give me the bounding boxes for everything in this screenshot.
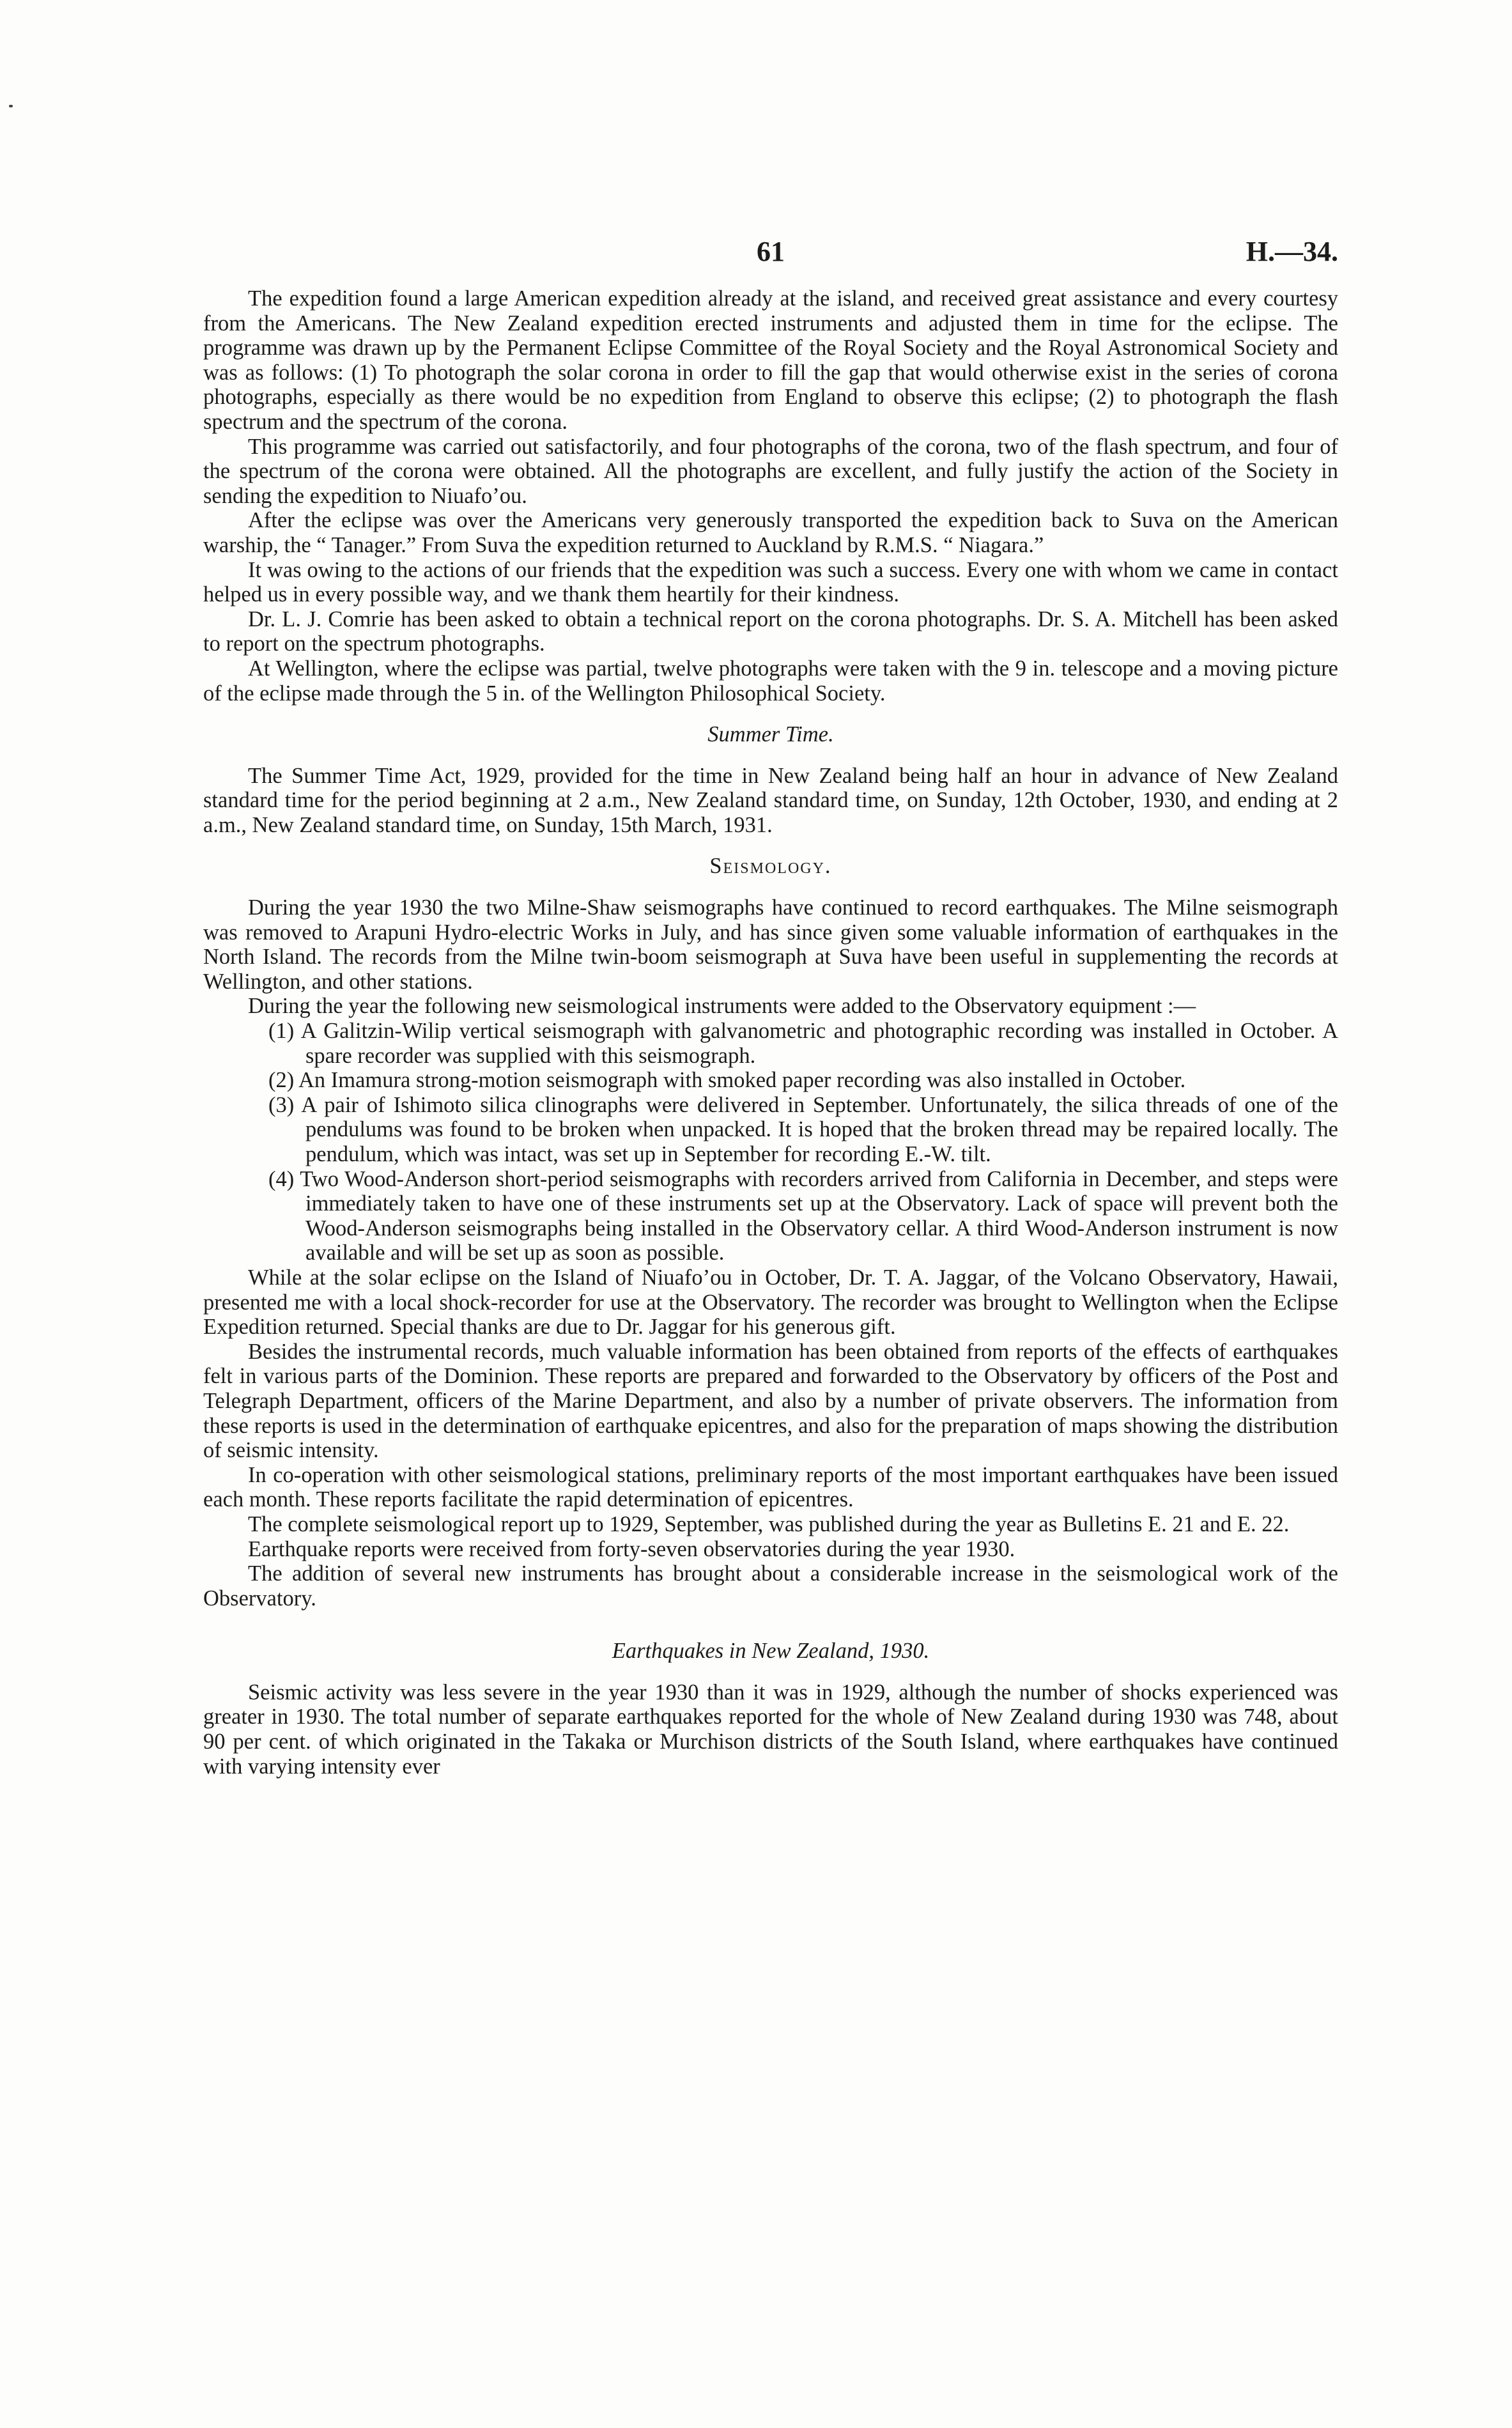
paragraph-bulletins: The complete seismological report up to 1929, September, was published during the year as Bulletins E. 21 and E. 22.	[248, 1512, 1290, 1536]
paragraph-wellington-eclipse: At Wellington, where the eclipse was partial, twelve photographs were taken with the 9 in. telescope and a moving picture of the eclipse made through the 5 in. of the Wellington Philosophical Society.	[203, 656, 1338, 706]
list-item-wood-anderson: (4) Two Wood-Anderson short-period seismographs with recorders arrived from California in December, and steps were immediately taken to have one of these instruments set up at the Observatory. Lack of space will prevent both the Wood-Anderson seismographs being installed in the Observatory cellar. A third Wood-Anderson instrument is now available and will be set up as soon as possible.	[268, 1166, 1338, 1265]
paragraph-seismographs: During the year 1930 the two Milne-Shaw seismographs have continued to record earthquakes. The Milne seismograph was removed to Arapuni Hydro-electric Works in July, and has since given some valuable information of earthquakes in the North Island. The records from the Milne twin-boom seismograph at Suva have been useful in supplementing the records at Wellington, and other stations.	[203, 895, 1338, 994]
page-number: 61	[757, 236, 785, 267]
paragraph-new-instruments: During the year the following new seismological instruments were added to the Observatory equipment :—	[248, 994, 1196, 1019]
paragraph-thanks: It was owing to the actions of our friends that the expedition was such a success. Every one with whom we came in contact helped us in every possible way, and we thank them heartily for their kindness.	[203, 557, 1338, 607]
paragraph-felt-reports: Besides the instrumental records, much valuable information has been obtained from reports of the effects of earthquakes felt in various parts of the Dominion. These reports are prepared and forwarded to the Observatory by officers of the Post and Telegraph Department, officers of the Marine Department, and also by a number of private observers. The information from these reports is used in the determination of earthquake epicentres, and also for the preparation of maps showing the distribution of seismic intensity.	[203, 1339, 1338, 1463]
list-item-imamura: (2) An Imamura strong-motion seismograph with smoked paper recording was also installed in October.	[268, 1068, 1186, 1093]
page-body	[203, 286, 1338, 1779]
list-item-galitzin: (1) A Galitzin-Wilip vertical seismograph with galvanometric and photographic recording was installed in October. A spare recorder was supplied with this seismograph.	[268, 1019, 1338, 1068]
paragraph-expedition-arrival: The expedition found a large American expedition already at the island, and received great assistance and every courtesy from the Americans. The New Zealand expedition erected instruments and adjusted them in time for the eclipse. The programme was drawn up by the Permanent Eclipse Committee of the Royal Society and the Royal Astronomical Society and was as follows: (1) To photograph the solar corona in order to fill the gap that would otherwise exist in the series of corona photographs, especially as there would be no expedition from England to observe this eclipse; (2) to photograph the flash spectrum and the spectrum of the corona.	[203, 286, 1338, 434]
paragraph-work-increase: The addition of several new instruments has brought about a considerable increase in the seismological work of the Observatory.	[203, 1561, 1338, 1611]
paragraph-seismic-activity: Seismic activity was less severe in the year 1930 than it was in 1929, although the number of shocks experienced was greater in 1930. The total number of separate earthquakes reported for the whole of New Zealand during 1930 was 748, about 90 per cent. of which originated in the Takaka or Murchison districts of the South Island, where earthquakes have continued with varying intensity ever	[203, 1680, 1338, 1779]
paragraph-observatory-reports: Earthquake reports were received from forty-seven observatories during the year 1930.	[248, 1536, 1015, 1561]
paragraph-preliminary-reports: In co-operation with other seismological stations, preliminary reports of the most important earthquakes have been issued each month. These reports facilitate the rapid determination of epicentres.	[203, 1462, 1338, 1512]
section-heading-earthquakes-1930: Earthquakes in New Zealand, 1930.	[612, 1639, 930, 1664]
paragraph-return-journey: After the eclipse was over the Americans very generously transported the expedition back to Suva on the American warship, the “ Tanager.” From Suva the expedition returned to Auckland by R.M.S. “ Niagara.”	[203, 508, 1338, 557]
series-number: H.—34.	[1246, 236, 1338, 267]
section-heading-summer-time: Summer Time.	[707, 722, 834, 747]
scan-speck	[9, 105, 13, 107]
paragraph-summer-time-act: The Summer Time Act, 1929, provided for the time in New Zealand being half an hour in advance of New Zealand standard time for the period beginning at 2 a.m., New Zealand standard time, on Sunday, 12th October, 1930, and ending at 2 a.m., New Zealand standard time, on Sunday, 15th March, 1931.	[203, 763, 1338, 837]
page-header	[203, 235, 1338, 274]
section-heading-seismology: Seismology.	[709, 854, 832, 879]
paragraph-shock-recorder: While at the solar eclipse on the Island of Niuafo’ou in October, Dr. T. A. Jaggar, of the Volcano Observatory, Hawaii, presented me with a local shock-recorder for use at the Observatory. The recorder was brought to Wellington when the Eclipse Expedition returned. Special thanks are due to Dr. Jaggar for his generous gift.	[203, 1265, 1338, 1340]
paragraph-programme-results: This programme was carried out satisfactorily, and four photographs of the corona, two of the flash spectrum, and four of the spectrum of the corona were obtained. All the photographs are excellent, and fully justify the action of the Society in sending the expedition to Niuafo’ou.	[203, 434, 1338, 508]
list-item-ishimoto: (3) A pair of Ishimoto silica clinographs were delivered in September. Unfortunately, the silica threads of one of the pendulums was found to be broken when unpacked. It is hoped that the broken thread may be repaired locally. The pendulum, which was intact, was set up in September for recording E.-W. tilt.	[268, 1092, 1338, 1166]
paragraph-reports-requested: Dr. L. J. Comrie has been asked to obtain a technical report on the corona photographs. Dr. S. A. Mitchell has been asked to report on the spectrum photographs.	[203, 607, 1338, 656]
